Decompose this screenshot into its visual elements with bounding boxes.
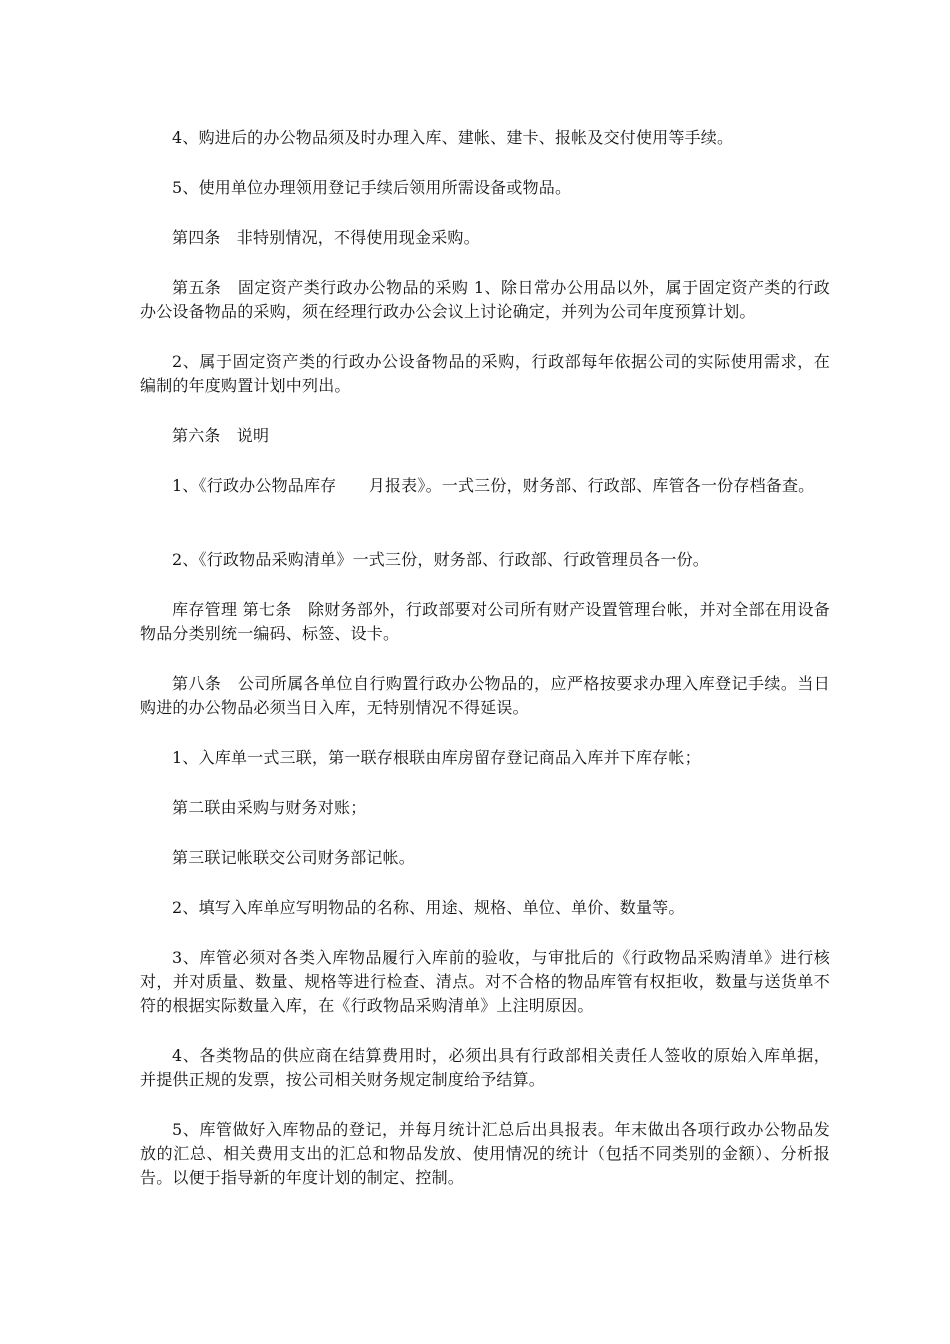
paragraph-inspection: 3、库管必须对各类入库物品履行入库前的验收，与审批后的《行政物品采购清单》进行核对，并对质量、数量、规格等进行检查、清点。对不合格的物品库管有权拒收，数量与送货单不符的根据实际数量入库，在《行政物品采购清单》上注明原因。	[140, 948, 830, 1015]
paragraph-purchase-procedures: 4、购进后的办公物品须及时办理入库、建帐、建卡、报帐及交付使用等手续。	[172, 128, 734, 147]
paragraph-fill-receipt: 2、填写入库单应写明物品的名称、用途、规格、单位、单价、数量等。	[172, 898, 685, 917]
paragraph-receipt-copies: 1、入库单一式三联，第一联存根联由库房留存登记商品入库并下库存帐；	[172, 748, 701, 767]
paragraph-annual-report: 5、库管做好入库物品的登记，并每月统计汇总后出具报表。年末做出各项行政办公物品发放的汇总、相关费用支出的汇总和物品发放、使用情况的统计（包括不同类别的金额）、分析报告。以便于指导新的年度计划的制定、控制。	[140, 1120, 830, 1187]
paragraph-usage-registration: 5、使用单位办理领用登记手续后领用所需设备或物品。	[172, 178, 572, 197]
paragraph-supplier-settlement: 4、各类物品的供应商在结算费用时，必须出具有行政部相关责任人签收的原始入库单据，并提供正规的发票，按公司相关财务规定制度给予结算。	[140, 1046, 830, 1089]
paragraph-third-copy: 第三联记帐联交公司财务部记帐。	[172, 848, 416, 867]
paragraph-article-4: 第四条 非特别情况，不得使用现金采购。	[172, 228, 480, 247]
paragraph-purchase-list: 2、《行政物品采购清单》一式三份，财务部、行政部、行政管理员各一份。	[172, 550, 709, 569]
paragraph-second-copy: 第二联由采购与财务对账；	[172, 798, 367, 817]
paragraph-fixed-asset-purchase: 2、属于固定资产类的行政办公设备物品的采购，行政部每年依据公司的实际使用需求，在编制的年度购置计划中列出。	[140, 352, 830, 395]
paragraph-article-6: 第六条 说明	[172, 426, 270, 445]
paragraph-monthly-report: 1、《行政办公物品库存 月报表》。一式三份，财务部、行政部、库管各一份存档备查。	[172, 476, 815, 495]
paragraph-article-8: 第八条 公司所属各单位自行购置行政办公物品的，应严格按要求办理入库登记手续。当日购进的办公物品必须当日入库，无特别情况不得延误。	[140, 674, 830, 717]
paragraph-article-5: 第五条 固定资产类行政办公物品的采购 1、除日常办公用品以外，属于固定资产类的行政办公设备物品的采购，须在经理行政办公会议上讨论确定，并列为公司年度预算计划。	[140, 278, 830, 321]
paragraph-article-7: 库存管理 第七条 除财务部外，行政部要对公司所有财产设置管理台帐，并对全部在用设备物品分类别统一编码、标签、设卡。	[140, 600, 830, 643]
